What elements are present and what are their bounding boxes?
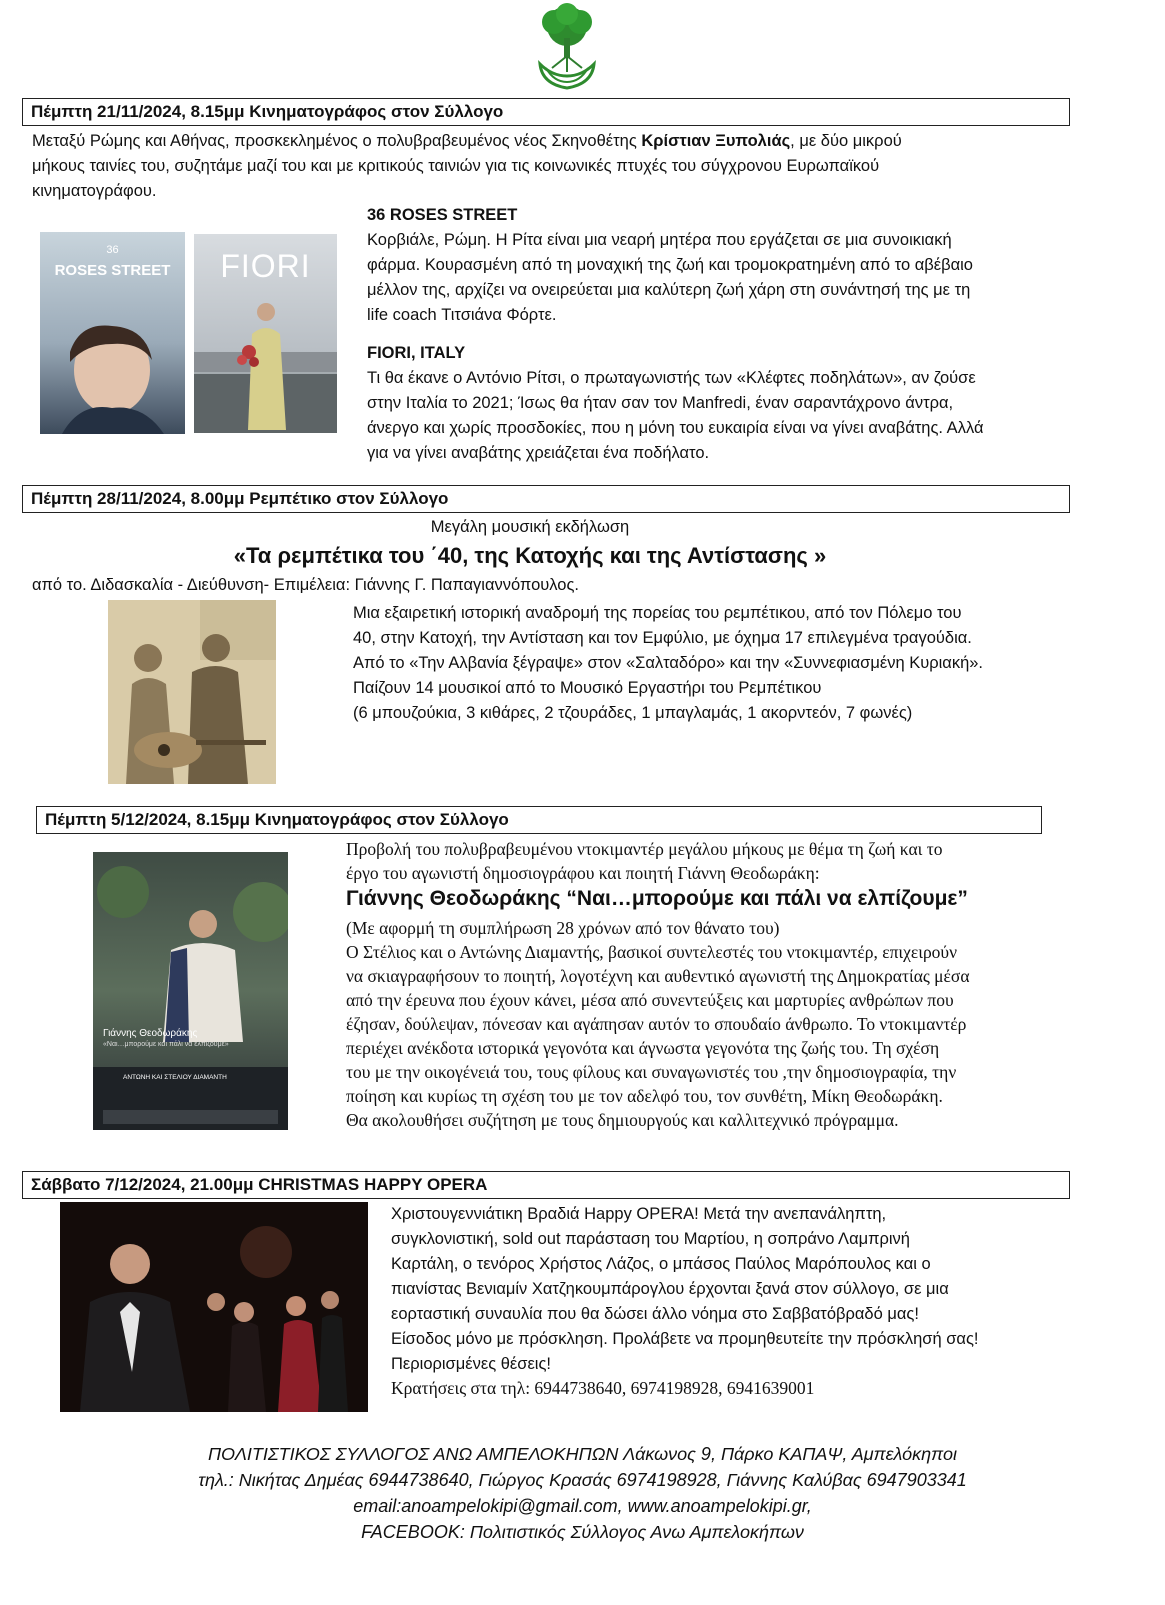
event4-description: Χριστουγεννιάτικη Βραδιά Happy OPERA! Μετά την ανεπανάληπτη, συγκλονιστική, sold out παράσταση του Μαρτίου, η σοπράνο Λαμπρινή Καρτάλη, ο τενόρος Χρήστος Λάζος, ο μπάσος Παύλος Μαρόπουλος και ο πιανίστας Βενιαμίν Χατζηκουμπάρογλου έρχονται ξανά στον σύλλογο, σε μια εορταστική συναυλία που θα δώσει άλλο νόημα στο Σαββατόβραδό μας! Είσοδος μόνο με πρόσκληση. Προλάβετε να προμηθευτείτε την πρόσκλησή σας! Περιορισμένες θέσεις!	[391, 1205, 979, 1373]
event3-intro: Προβολή του πολυβραβευμένου ντοκιμαντέρ μεγάλου μήκους με θέμα τη ζωή και το έργο του αγωνιστή δημοσιογράφου και ποιητή Γιάννη Θεοδωράκη:	[346, 839, 943, 883]
tree-in-hands-icon	[532, 2, 602, 92]
event2-header: Πέμπτη 28/11/2024, 8.00μμ Ρεμπέτικο στον Σύλλογο	[22, 485, 1070, 513]
director-name: Κρίστιαν Ξυπολιάς	[641, 132, 791, 150]
event1-header: Πέμπτη 21/11/2024, 8.15μμ Κινηματογράφος στον Σύλλογο	[22, 98, 1070, 126]
logo	[532, 2, 602, 92]
film1-description: Κορβιάλε, Ρώμη. Η Ρίτα είναι μια νεαρή μητέρα που εργάζεται σε μια συνοικιακή φάρμα. Κουρασμένη από τη μοναχική της ζωή και τρομοκρατημένη από το αβέβαιο μέλλον της, αρχίζει να ονειρεύεται μια καλύτερη ζωή χάρη στη συνάντησή της με τη life coach Τιτσιάνα Φόρτε.	[367, 231, 973, 324]
poster3-name: Γιάννης Θεοδωράκης	[103, 1028, 198, 1039]
poster-36-roses-street	[40, 232, 185, 434]
event2-credits: από το. Διδασκαλία - Διεύθυνση- Επιμέλεια: Γιάννης Γ. Παπαγιαννόπουλος.	[32, 576, 579, 594]
event3-header: Πέμπτη 5/12/2024, 8.15μμ Κινηματογράφος στον Σύλλογο	[36, 806, 1042, 834]
rebetiko-photo	[108, 600, 276, 784]
event2-description: Μια εξαιρετική ιστορική αναδρομή της πορείας του ρεμπέτικου, από τον Πόλεμο του 40, στην Κατοχή, την Αντίσταση και τον Εμφύλιο, με όχημα 17 επιλεγμένα τραγούδια. Από το «Την Αλβανία ξέγραψε» στον «Σαλταδόρο» και την «Συννεφιασμένη Κυριακή». Παίζουν 14 μουσικοί από το Μουσικό Εργαστήρι του Ρεμπέτικου (6 μπουζούκια, 3 κιθάρες, 2 τζουράδες, 1 μπαγλαμάς, 1 ακορντεόν, 7 φωνές)	[353, 604, 984, 722]
opera-photo	[60, 1202, 368, 1412]
event4-reservations: Κρατήσεις στα τηλ: 6944738640, 6974198928, 6941639001	[391, 1378, 815, 1398]
poster1-number: 36	[106, 244, 119, 256]
footer-line-2: τηλ.: Νικήτας Δημέας 6944738640, Γιώργος Κρασάς 6974198928, Γιάννης Καλύβας 6947903341	[198, 1470, 967, 1490]
theodorakis-poster	[93, 852, 288, 1130]
event2-title: «Τα ρεμπέτικα του ΄40, της Κατοχής και της Αντίστασης »	[233, 543, 827, 568]
film2-description: Τι θα έκανε ο Αντόνιο Ρίτσι, ο πρωταγωνιστής των «Κλέφτες ποδηλάτων», αν ζούσε στην Ιταλία το 2021; Ίσως θα ήταν σαν τον Manfredi, έναν σαραντάχρονο άντρα, άνεργο και χωρίς προσδοκίες, που η μόνη του ευκαιρία είναι να γίνει αναβάτης. Αλλά για να γίνει αναβάτης χρειάζεται ένα ποδήλατο.	[367, 369, 984, 462]
poster2-title: FIORI	[220, 248, 311, 284]
film2-title: FIORI, ITALY	[367, 344, 466, 362]
footer-line-4: FACEBOOK: Πολιτιστικός Σύλλογος Ανω Αμπελοκήπων	[361, 1522, 804, 1542]
film1-title: 36 ROSES STREET	[367, 206, 518, 224]
footer-line-3: email:anoampelokipi@gmail.com, www.anoampelokipi.gr,	[353, 1496, 812, 1516]
event3-subtitle: (Με αφορμή τη συμπλήρωση 28 χρόνων από τον θάνατο του)	[346, 918, 780, 938]
event3-title: Γιάννης Θεοδωράκης “Ναι…μπορούμε και πάλι να ελπίζουμε”	[346, 887, 968, 910]
event3-description: Ο Στέλιος και ο Αντώνης Διαμαντής, βασικοί συντελεστές του ντοκιμαντέρ, επιχειρούν να σκιαγραφήσουν το ποιητή, λογοτέχνη και αυθεντικό αγωνιστή της Δημοκρατίας μέσα από την έρευνα που έχουν κάνει, μέσα από συνεντεύξεις και μαρτυρίες ανθρώπων που έζησαν, δούλεψαν, πόνεσαν και αγάπησαν αυτόν το σπουδαίο άνθρωπο. Το ντοκιμαντέρ περιέχει ανέκδοτα ιστορικά γεγονότα και άγνωστα γεγονότα της ζωής του. Τη σχέση του με την οικογένειά του, τους φίλους και συναγωνιστές του ,την δημοσιογραφία, την ποίηση και κυρίως τη σχέση του με τον αδελφό του, τον συνθέτη, Μίκη Θεοδωράκη. Θα ακολουθήσει συζήτηση με τους δημιουργούς και καλλιτεχνικό πρόγραμμα.	[346, 942, 970, 1130]
poster3-credit: ΑΝΤΩΝΗ ΚΑΙ ΣΤΕΛΙΟΥ ΔΙΑΜΑΝΤΗ	[123, 1074, 227, 1081]
event1-intro: Μεταξύ Ρώμης και Αθήνας, προσκεκλημένος ο πολυβραβευμένος νέος Σκηνοθέτης Κρίστιαν Ξυπολιάς, με δύο μικρού μήκους ταινίες του, συζητάμε μαζί του και με κριτικούς ταινιών για τις κοινωνικές πτυχές του σύγχρονου Ευρωπαϊκού κινηματογράφου.	[32, 132, 902, 200]
poster-fiori	[194, 234, 337, 433]
poster1-title: ROSES STREET	[54, 262, 171, 279]
poster3-sub: «Ναι…μπορούμε και πάλι να ελπίζουμε»	[103, 1041, 229, 1048]
footer-line-1: ΠΟΛΙΤΙΣΤΙΚΟΣ ΣΥΛΛΟΓΟΣ ΑΝΩ ΑΜΠΕΛΟΚΗΠΩΝ Λάκωνος 9, Πάρκο ΚΑΠΑΨ, Αμπελόκηποι	[208, 1444, 957, 1464]
event2-subtitle: Μεγάλη μουσική εκδήλωση	[430, 518, 630, 536]
event4-header: Σάββατο 7/12/2024, 21.00μμ CHRISTMAS HAPPY OPERA	[22, 1171, 1070, 1199]
